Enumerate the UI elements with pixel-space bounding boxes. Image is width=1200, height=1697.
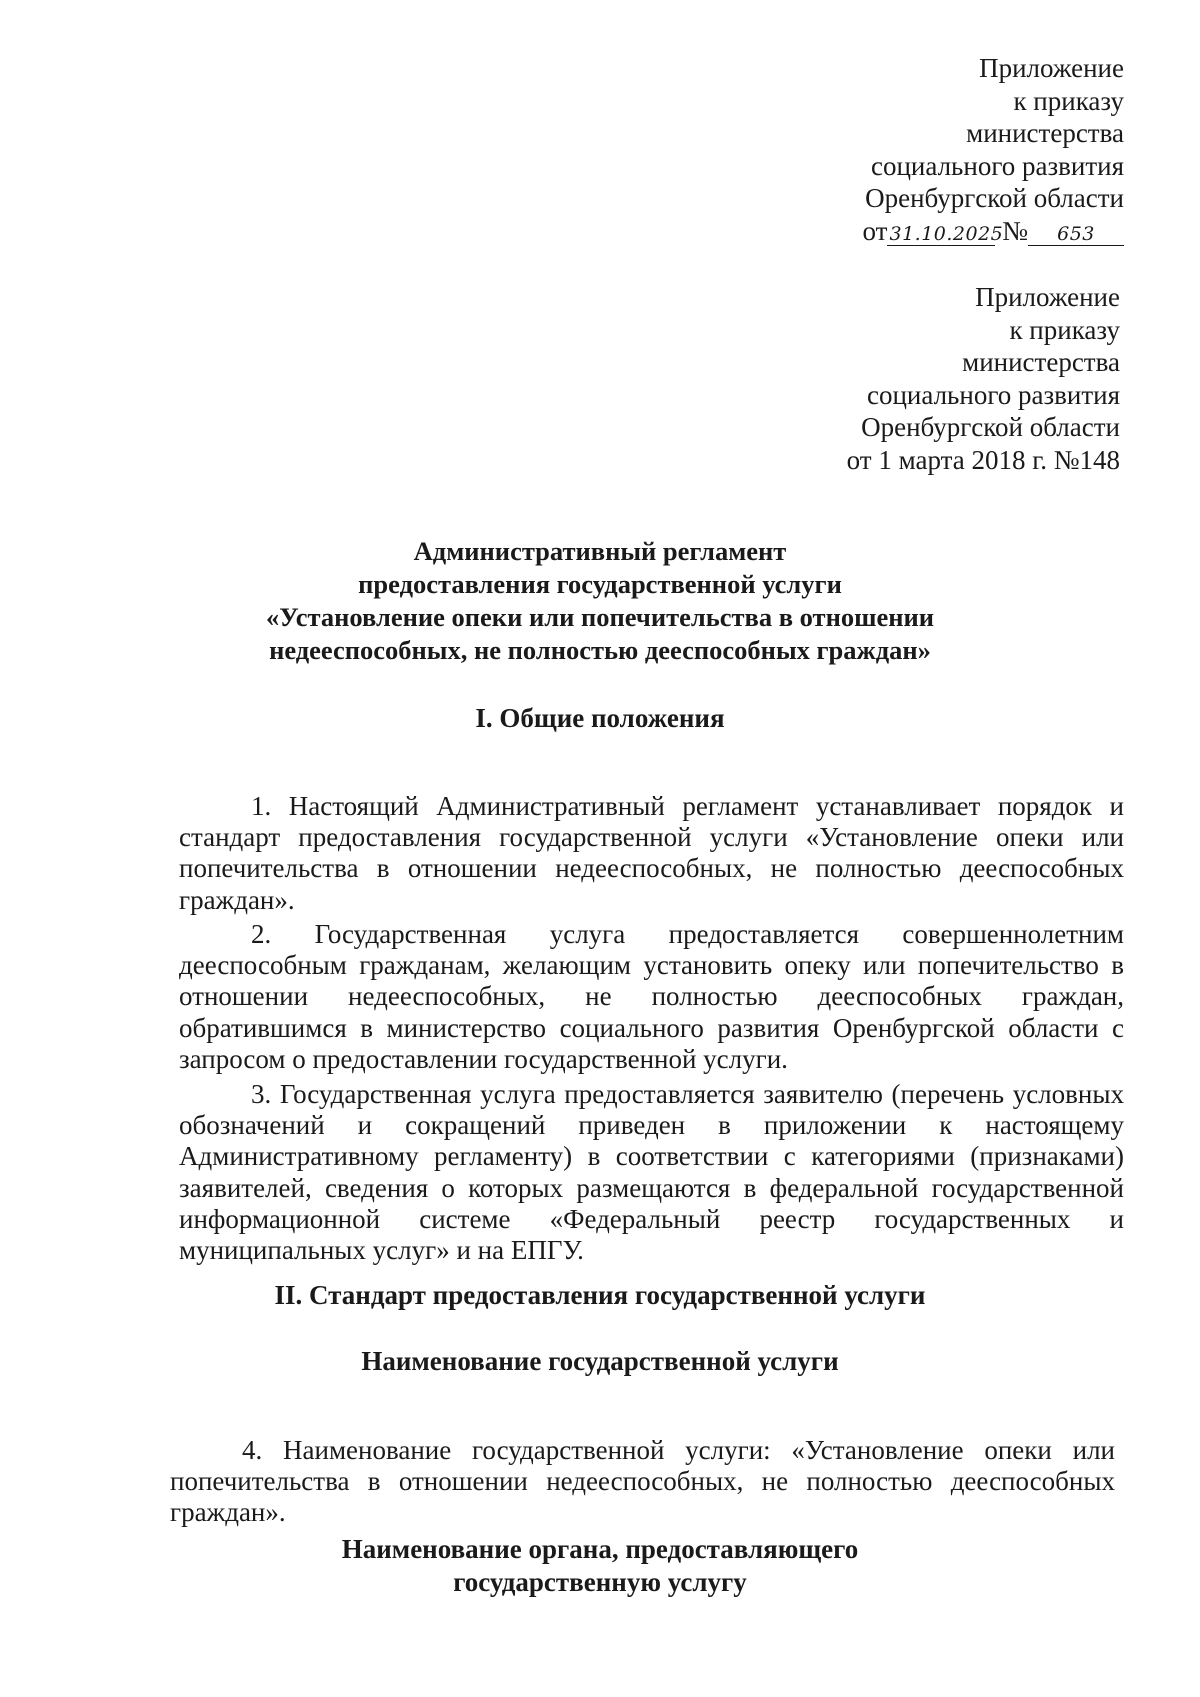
subheading-organ [150,1533,1050,1599]
appendix-current-line: к приказу [1013,85,1124,116]
subheading-service-name: Наименование государственной услуги [361,1346,839,1376]
document-title [150,535,1050,667]
appendix-current-line: социального развития [870,150,1124,181]
title-line: недееспособных, не полностью дееспособных граждан» [269,635,931,665]
appendix-original-line: от 1 марта 2018 г. №148 [846,444,1120,475]
appendix-original [847,281,1120,476]
section-2-heading: II. Стандарт предоставления государственной услуги [274,1280,926,1310]
appendix-original-line: министерства [962,347,1120,377]
handwritten-number: 653 [1028,223,1124,246]
paragraph-3: 3. Государственная услуга предоставляется заявителю (перечень условных обозначений и сокращений приведен в приложении к настоящему Административному регламенту) в соответствии с категориями (признаками) заявителей, сведения о которых размещаются в федеральной государственной информационной системе «Федеральный реестр государственных и муниципальных услуг» и на ЕПГУ. [179,1079,1124,1266]
appendix-current-line: Приложение [979,53,1124,83]
appendix-current-date-line [863,215,1124,248]
appendix-original-line: Оренбургской области [861,412,1120,442]
handwritten-date: 31.10.2025 [889,222,1004,245]
section-1-heading: I. Общие положения [475,703,725,733]
title-line: Административный регламент [413,536,787,566]
appendix-original-line: социального развития [866,379,1120,410]
subheading-organ-line: Наименование органа, предоставляющего [341,1534,859,1564]
appendix-current [863,52,1124,247]
title-line: «Установление опеки или попечительства в отношении [265,602,935,632]
paragraph-2: 2. Государственная услуга предоставляется совершеннолетним дееспособным гражданам, желающим установить опеку или попечительство в отношении недееспособных, не полностью дееспособных граждан, обратившимся в министерство социального развития Оренбургской области с запросом о предоставлении государственной услуги. [179,919,1124,1074]
title-line: предоставления государственной услуги [358,569,842,599]
appendix-current-line: Оренбургской области [865,183,1124,213]
paragraph-1: 1. Настоящий Административный регламент устанавливает порядок и стандарт предоставления государственной услуги «Установление опеки или попечительства в отношении недееспособных, не полностью дееспособных граждан». [179,791,1124,915]
appendix-original-line: Приложение [975,282,1120,312]
date-prefix: от [862,215,888,246]
subheading-organ-line: государственную услугу [453,1567,747,1597]
number-sign: № [1002,215,1028,246]
paragraph-4: 4. Наименование государственной услуги: «Установление опеки или попечительства в отношении недееспособных, не полностью дееспособных граждан». [170,1435,1115,1528]
appendix-current-line: министерства [966,118,1124,148]
appendix-original-line: к приказу [1009,314,1120,345]
